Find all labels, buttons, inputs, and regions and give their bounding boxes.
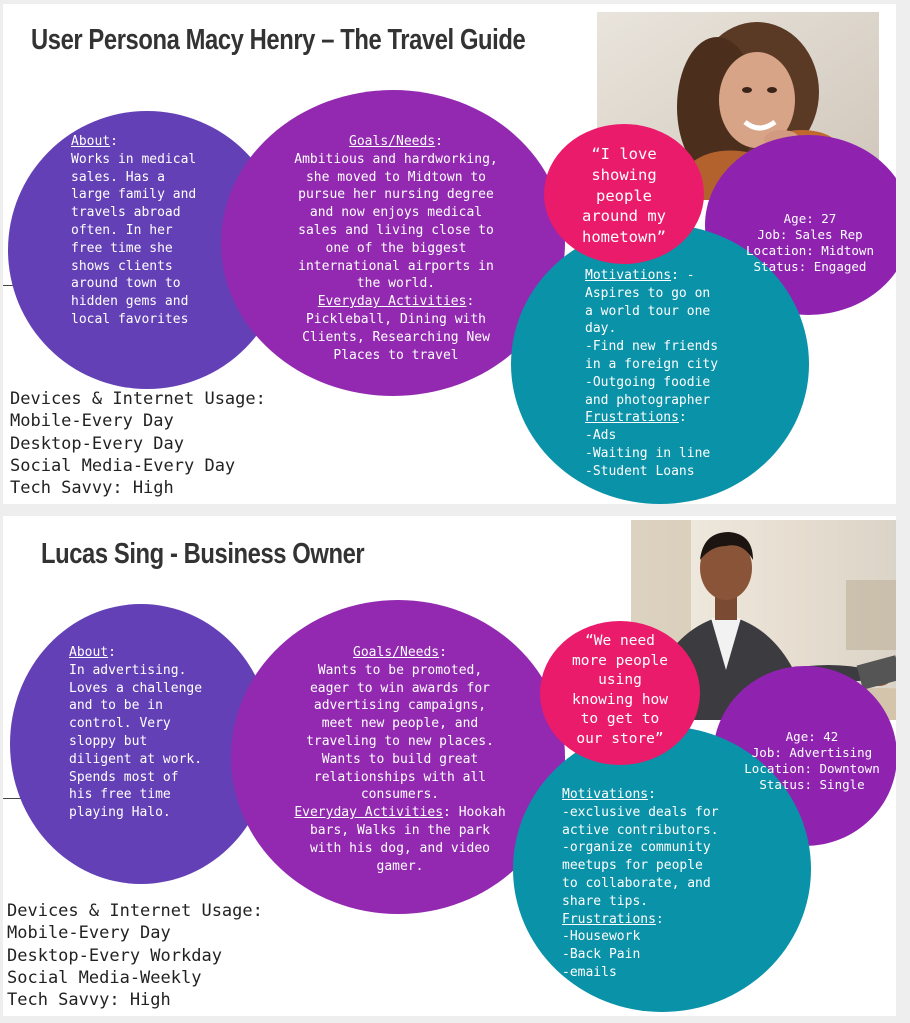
frustrations-label: Frustrations <box>585 410 679 426</box>
goals-line: she moved to Midtown to <box>305 169 486 185</box>
stat-location: Location: Downtown <box>744 761 880 776</box>
motivations-label: Motivations <box>562 787 649 802</box>
goals-line: meet new people, and <box>321 716 479 732</box>
goals-text: Goals/Needs: Ambitious and hardworking, she moved to Midtown to pursue her nursing degree and now enjoys medical sales and living close to one of the biggest international airports in the world. Everyday Activities: Pickleball, Dining with Clients, Researching New Places to travel <box>261 133 531 364</box>
motivations-line: active contributors. <box>562 822 719 838</box>
stat-age: Age: 42 <box>785 729 839 744</box>
activities-line: gamer. <box>376 858 424 874</box>
quote-line: “We need <box>585 633 655 649</box>
devices-line: Tech Savvy: High <box>10 478 174 499</box>
frustrations-line: -Housework <box>562 929 641 945</box>
goals-line: traveling to new places. <box>306 733 494 749</box>
goals-line: eager to win awards for <box>309 680 490 696</box>
about-line: sales. Has a <box>71 169 165 185</box>
motivations-label: Motivations <box>585 268 672 283</box>
quote-line: people <box>596 186 652 205</box>
persona-title: User Persona Macy Henry – The Travel Guide <box>31 24 526 56</box>
activities-label: Everyday Activities <box>294 805 444 821</box>
goals-line: relationships with all <box>313 769 487 785</box>
devices-line: Mobile-Every Day <box>7 923 171 944</box>
motivations-line: to collaborate, and <box>562 875 711 891</box>
devices-line: Social Media-Every Day <box>10 455 236 476</box>
goals-label: Goals/Needs <box>353 645 440 660</box>
activities-line: Places to travel <box>333 347 459 363</box>
about-label: About <box>71 134 111 149</box>
stat-job: Job: Sales Rep <box>757 227 863 242</box>
goals-line: pursue her nursing degree <box>298 187 494 203</box>
about-line: In advertising. <box>69 662 187 678</box>
stats-text <box>725 211 895 275</box>
motivations-suffix: : - <box>671 268 695 283</box>
goals-line: Ambitious and hardworking, <box>294 151 498 167</box>
about-line: often. In her <box>71 222 173 238</box>
devices-usage <box>10 388 266 499</box>
about-line: playing Halo. <box>69 805 171 821</box>
frustrations-line: -Back Pain <box>562 947 641 963</box>
stats-text <box>727 729 896 793</box>
about-text: About: Works in medical sales. Has a large family and travels abroad often. In her free time she shows clients around town to hidden gems and local favorites <box>71 134 197 327</box>
about-line: Spends most of <box>69 769 179 785</box>
goals-line: and now enjoys medical <box>309 205 483 221</box>
devices-line: Mobile-Every Day <box>10 411 174 432</box>
motivations-text: Motivations: - Aspires to go on a world tour one day. -Find new friends in a foreign city -Outgoing foodie and photographer Frustrations: -Ads -Waiting in line -Student Loans <box>585 268 719 479</box>
stat-status: Status: Single <box>759 777 865 792</box>
goals-line: Wants to build great <box>321 751 479 767</box>
frustrations-label: Frustrations <box>562 911 656 927</box>
devices-line: Social Media-Weekly <box>7 967 202 988</box>
quote-line: our store” <box>576 730 664 747</box>
motivations-line: share tips. <box>562 893 649 909</box>
motivations-line: and photographer <box>585 392 711 408</box>
about-line: control. Very <box>69 716 171 732</box>
frustrations-line: -Ads <box>585 428 617 444</box>
persona-card-macy <box>3 4 896 504</box>
motivations-line: Aspires to go on <box>585 285 711 301</box>
stat-job: Job: Advertising <box>751 745 873 760</box>
about-line: travels abroad <box>71 205 181 221</box>
goals-line: international airports in <box>298 258 494 274</box>
goals-line: advertising campaigns, <box>313 698 487 714</box>
goals-text: Goals/Needs: Wants to be promoted, eager to win awards for advertising campaigns, meet new people, and traveling to new places. Wants to build great relationships with all consumers. Everyday Activities: Hookah bars, Walks in the park with his dog, and video gamer. <box>265 644 535 875</box>
motivations-line: in a foreign city <box>585 356 719 372</box>
persona-title: Lucas Sing - Business Owner <box>41 538 365 570</box>
about-line: free time she <box>71 240 173 256</box>
activities-line: Clients, Researching New <box>302 329 490 345</box>
devices-line: Tech Savvy: High <box>7 990 171 1011</box>
about-line: and to be in <box>69 698 163 714</box>
about-line: shows clients <box>71 258 173 274</box>
activities-line: Pickleball, Dining with <box>305 311 486 327</box>
quote-line: more people <box>571 652 669 669</box>
devices-heading: Devices & Internet Usage: <box>10 389 266 409</box>
about-line: sloppy but <box>69 733 148 749</box>
stat-status: Status: Engaged <box>753 259 867 274</box>
stat-age: Age: 27 <box>783 211 837 226</box>
about-line: Works in medical <box>71 151 197 167</box>
motivations-line: -Outgoing foodie <box>585 374 711 390</box>
goals-line: sales and living close to <box>298 222 494 238</box>
activities-label: Everyday Activities <box>317 294 467 310</box>
motivations-line: -organize community <box>562 840 711 856</box>
frustrations-line: -Waiting in line <box>585 445 711 461</box>
about-line: local favorites <box>71 311 189 327</box>
quote-line: “I love <box>591 145 657 163</box>
activities-line: with his dog, and video <box>309 840 490 856</box>
activities-line: bars, Walks in the park <box>309 822 490 838</box>
about-line: diligent at work. <box>69 751 203 767</box>
about-label: About <box>69 645 109 660</box>
motivations-line: meetups for people <box>562 858 703 874</box>
devices-line: Desktop-Every Day <box>10 433 184 454</box>
about-text: About: In advertising. Loves a challenge and to be in control. Very sloppy but diligent at work. Spends most of his free time playing Halo. <box>69 645 203 821</box>
devices-line: Desktop-Every Workday <box>7 945 222 966</box>
motivations-line: -Find new friends <box>585 339 719 355</box>
motivations-text: Motivations: -exclusive deals for active contributors. -organize community meetups for people to collaborate, and share tips. Frustrations: -Housework -Back Pain -emails <box>562 787 719 980</box>
quote-line: to get to <box>580 711 660 727</box>
motivations-line: a world tour one <box>585 303 711 319</box>
goals-line: consumers. <box>360 787 440 803</box>
goals-label: Goals/Needs <box>349 134 436 149</box>
about-line: his free time <box>69 787 171 803</box>
about-line: large family and <box>71 187 197 203</box>
devices-heading: Devices & Internet Usage: <box>7 901 263 921</box>
activities-first: : Hookah <box>443 805 506 821</box>
goals-line: the world. <box>356 276 436 292</box>
goals-line: Wants to be promoted, <box>317 662 483 678</box>
motivations-line: day. <box>585 321 617 337</box>
stat-location: Location: Midtown <box>746 243 874 258</box>
about-line: Loves a challenge <box>69 680 203 696</box>
devices-usage <box>7 900 263 1011</box>
quote-line: showing <box>591 165 657 184</box>
quote-line: around my <box>582 207 666 226</box>
quote-line: knowing how <box>571 691 669 708</box>
quote-text <box>554 144 694 248</box>
quote-line: hometown” <box>582 228 666 247</box>
frustrations-line: -Student Loans <box>585 463 695 479</box>
persona-card-lucas <box>3 516 896 1016</box>
quote-text <box>550 632 690 749</box>
about-line: around town to <box>71 276 181 292</box>
frustrations-line: -emails <box>562 964 617 980</box>
goals-line: one of the biggest <box>325 240 467 256</box>
quote-line: using <box>598 672 642 688</box>
about-line: hidden gems and <box>71 294 189 310</box>
motivations-line: -exclusive deals for <box>562 804 719 820</box>
